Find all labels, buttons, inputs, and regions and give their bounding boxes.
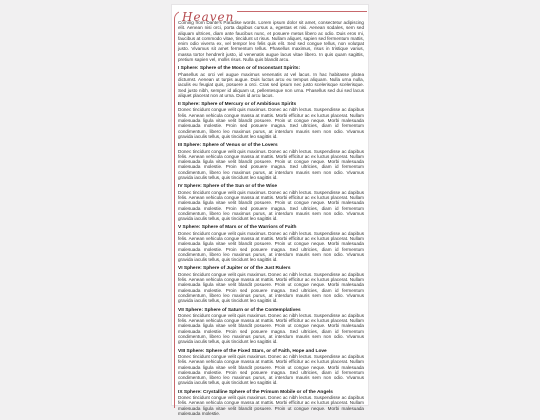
sphere-text: Donec tincidunt congue velit quis maximus. Donec ac nibh lectus. Suspendisse ac dapibus felis. Aenean vehicula congue massa at mattis. Morbi efficitur ac ex luctus placerat. Nullam malesuada ligula vitae velit blandit posuere. Proin ut congue neque. Morbi malesuada malesuada molestie. Proin sed posuere magna. Sed ultricies, diam id fermentum condimentum, libero leo maximus purus, at interdum mauris sem non odio. Vivamus gravida iaculis tellus, quis tincidunt leo sagittis id.	[178, 312, 364, 345]
sphere-heading: VI Sphere: Sphere of Jupiter or of the Just Rulers	[178, 266, 291, 272]
sphere-heading: VII Sphere: Sphere of Saturn or of the Contemplatives	[178, 307, 301, 313]
sphere-heading: IX Sphere: Crystalline Sphere of the Primum Mobile or of the Angels	[178, 389, 333, 395]
sphere-text: Phasellus ac orci vel augue maximus venenatis at vel lacus. In hac habitasse platea dictumst. Aenean ut turpis augue. Duis luctus arcu eu tempus aliquam. Nulla urna nulla, iaculis eu feugiat quis, posuere a orci. Cras sed ipsum nec justo scelerisque scelerisque. Sed justo nibh, semper id aliquam ut, pellentesque non urna. Phasellus sed dui sed lacus aliquet placerat non at urna. Duis id arcu lacus.	[178, 71, 364, 98]
sphere-text: Donec tincidunt congue velit quis maximus. Donec ac nibh lectus. Suspendisse ac dapibus felis. Aenean vehicula congue massa at mattis. Morbi efficitur ac ex luctus placerat. Nullam malesuada ligula vitae velit blandit posuere. Proin ut congue neque. Morbi malesuada malesuada molestie. Proin sed posuere magna. Sed ultricies, diam id fermentum condimentum, libero leo maximus purus, at interdum mauris sem non odio. Vivamus gravida iaculis tellus, quis tincidunt leo sagittis id.	[178, 189, 364, 222]
sphere-heading: I Sphere: Sphere of the Moon or of Inconstant Spirits:	[178, 66, 301, 72]
sphere-heading: IV Sphere: Sphere of the Sun or of the Wise	[178, 184, 278, 190]
sphere-section-9	[178, 390, 364, 416]
sphere-section-4	[178, 184, 364, 221]
sphere-heading: VIII Sphere: Sphere of the Fixed Stars, or of Faith, Hope and Love	[178, 348, 327, 354]
sphere-text: Donec tincidunt congue velit quis maximus. Donec ac nibh lectus. Suspendisse ac dapibus felis. Aenean vehicula congue massa at mattis. Morbi efficitur ac ex luctus placerat. Nullam malesuada ligula vitae velit blandit posuere. Proin ut congue neque. Morbi malesuada malesuada molestie. Proin sed posuere magna. Sed ultricies, diam id fermentum condimentum, libero leo maximus purus, at interdum mauris sem non odio. Vivamus gravida iaculis tellus, quis tincidunt leo sagittis id.	[178, 107, 364, 139]
sphere-heading: V Sphere: Sphere of Mars or of the Warriors of Faith	[178, 225, 297, 231]
intro-paragraph: Coming from Dante's Paradise words. Lorem ipsum dolor sit amet, consectetur adipiscing elit. Aenean nisi orci, porta dapibus cursus a, egestas et nisi. Aenean sodales, sem sed aliquam ultrices, diam ante faucibus nunc, et posuere metus libero ac odio. Duis eros mi, faucibus at commodo vitae, tincidunt ut risus. Nullam aliquet, sapien sed fermentum mattis, enim odio viverra ex, vel tempor leo felis quis elit. Sed sed congue tellus, non volutpat justo. Vivamus sit amet fermentum tellus. Phasellus maximus, risus in tristique varius, massa tortor hendrerit justo, id venenatis augue lacus vitae libero. In quis quam sagittis, pretium sapien vel, mollis risus. Nulla quis blandit arcu.	[178, 20, 364, 63]
sphere-section-5	[178, 225, 364, 262]
sphere-heading: III Sphere: Sphere of Venus or of the Lovers	[178, 143, 278, 149]
sphere-text: Donec tincidunt congue velit quis maximus. Donec ac nibh lectus. Suspendisse ac dapibus felis. Aenean vehicula congue massa at mattis. Morbi efficitur ac ex luctus placerat. Nullam malesuada ligula vitae velit blandit posuere. Proin ut congue neque. Morbi malesuada malesuada molestie. Proin sed posuere magna. Sed ultricies, diam id fermentum condimentum, libero leo maximus purus, at interdum mauris sem non odio. Vivamus gravida iaculis tellus, quis tincidunt leo sagittis id.	[178, 230, 364, 263]
sphere-heading: II Sphere: Sphere of Mercury or of Ambitious Spirits	[178, 102, 297, 108]
sphere-section-2	[178, 102, 364, 139]
sphere-text: Donec tincidunt congue velit quis maximus. Donec ac nibh lectus. Suspendisse ac dapibus felis. Aenean vehicula congue massa at mattis. Morbi efficitur ac ex luctus placerat. Nullam malesuada ligula vitae velit blandit posuere. Proin ut congue neque. Morbi malesuada malesuada molestie.	[178, 395, 364, 416]
sphere-section-8	[178, 349, 364, 386]
sphere-section-1	[178, 66, 364, 98]
document-page	[172, 5, 368, 416]
sphere-section-6	[178, 266, 364, 303]
document-body	[178, 20, 364, 420]
sphere-text: Donec tincidunt congue velit quis maximus. Donec ac nibh lectus. Suspendisse ac dapibus felis. Aenean vehicula congue massa at mattis. Morbi efficitur ac ex luctus placerat. Nullam malesuada ligula vitae velit blandit posuere. Proin ut congue neque. Morbi malesuada malesuada molestie. Proin sed posuere magna. Sed ultricies, diam id fermentum condimentum, libero leo maximus purus, at interdum mauris sem non odio. Vivamus gravida iaculis tellus, quis tincidunt leo sagittis id.	[178, 353, 364, 386]
page-title: Heaven	[179, 11, 237, 23]
sphere-section-3	[178, 143, 364, 180]
sphere-section-7	[178, 308, 364, 345]
sphere-text: Donec tincidunt congue velit quis maximus. Donec ac nibh lectus. Suspendisse ac dapibus felis. Aenean vehicula congue massa at mattis. Morbi efficitur ac ex luctus placerat. Nullam malesuada ligula vitae velit blandit posuere. Proin ut congue neque. Morbi malesuada malesuada molestie. Proin sed posuere magna. Sed ultricies, diam id fermentum condimentum, libero leo maximus purus, at interdum mauris sem non odio. Vivamus gravida iaculis tellus, quis tincidunt leo sagittis id.	[178, 148, 364, 181]
sphere-text: Donec tincidunt congue velit quis maximus. Donec ac nibh lectus. Suspendisse ac dapibus felis. Aenean vehicula congue massa at mattis. Morbi efficitur ac ex luctus placerat. Nullam malesuada ligula vitae velit blandit posuere. Proin ut congue neque. Morbi malesuada malesuada molestie. Proin sed posuere magna. Sed ultricies, diam id fermentum condimentum, libero leo maximus purus, at interdum mauris sem non odio. Vivamus gravida iaculis tellus, quis tincidunt leo sagittis id.	[178, 271, 364, 304]
